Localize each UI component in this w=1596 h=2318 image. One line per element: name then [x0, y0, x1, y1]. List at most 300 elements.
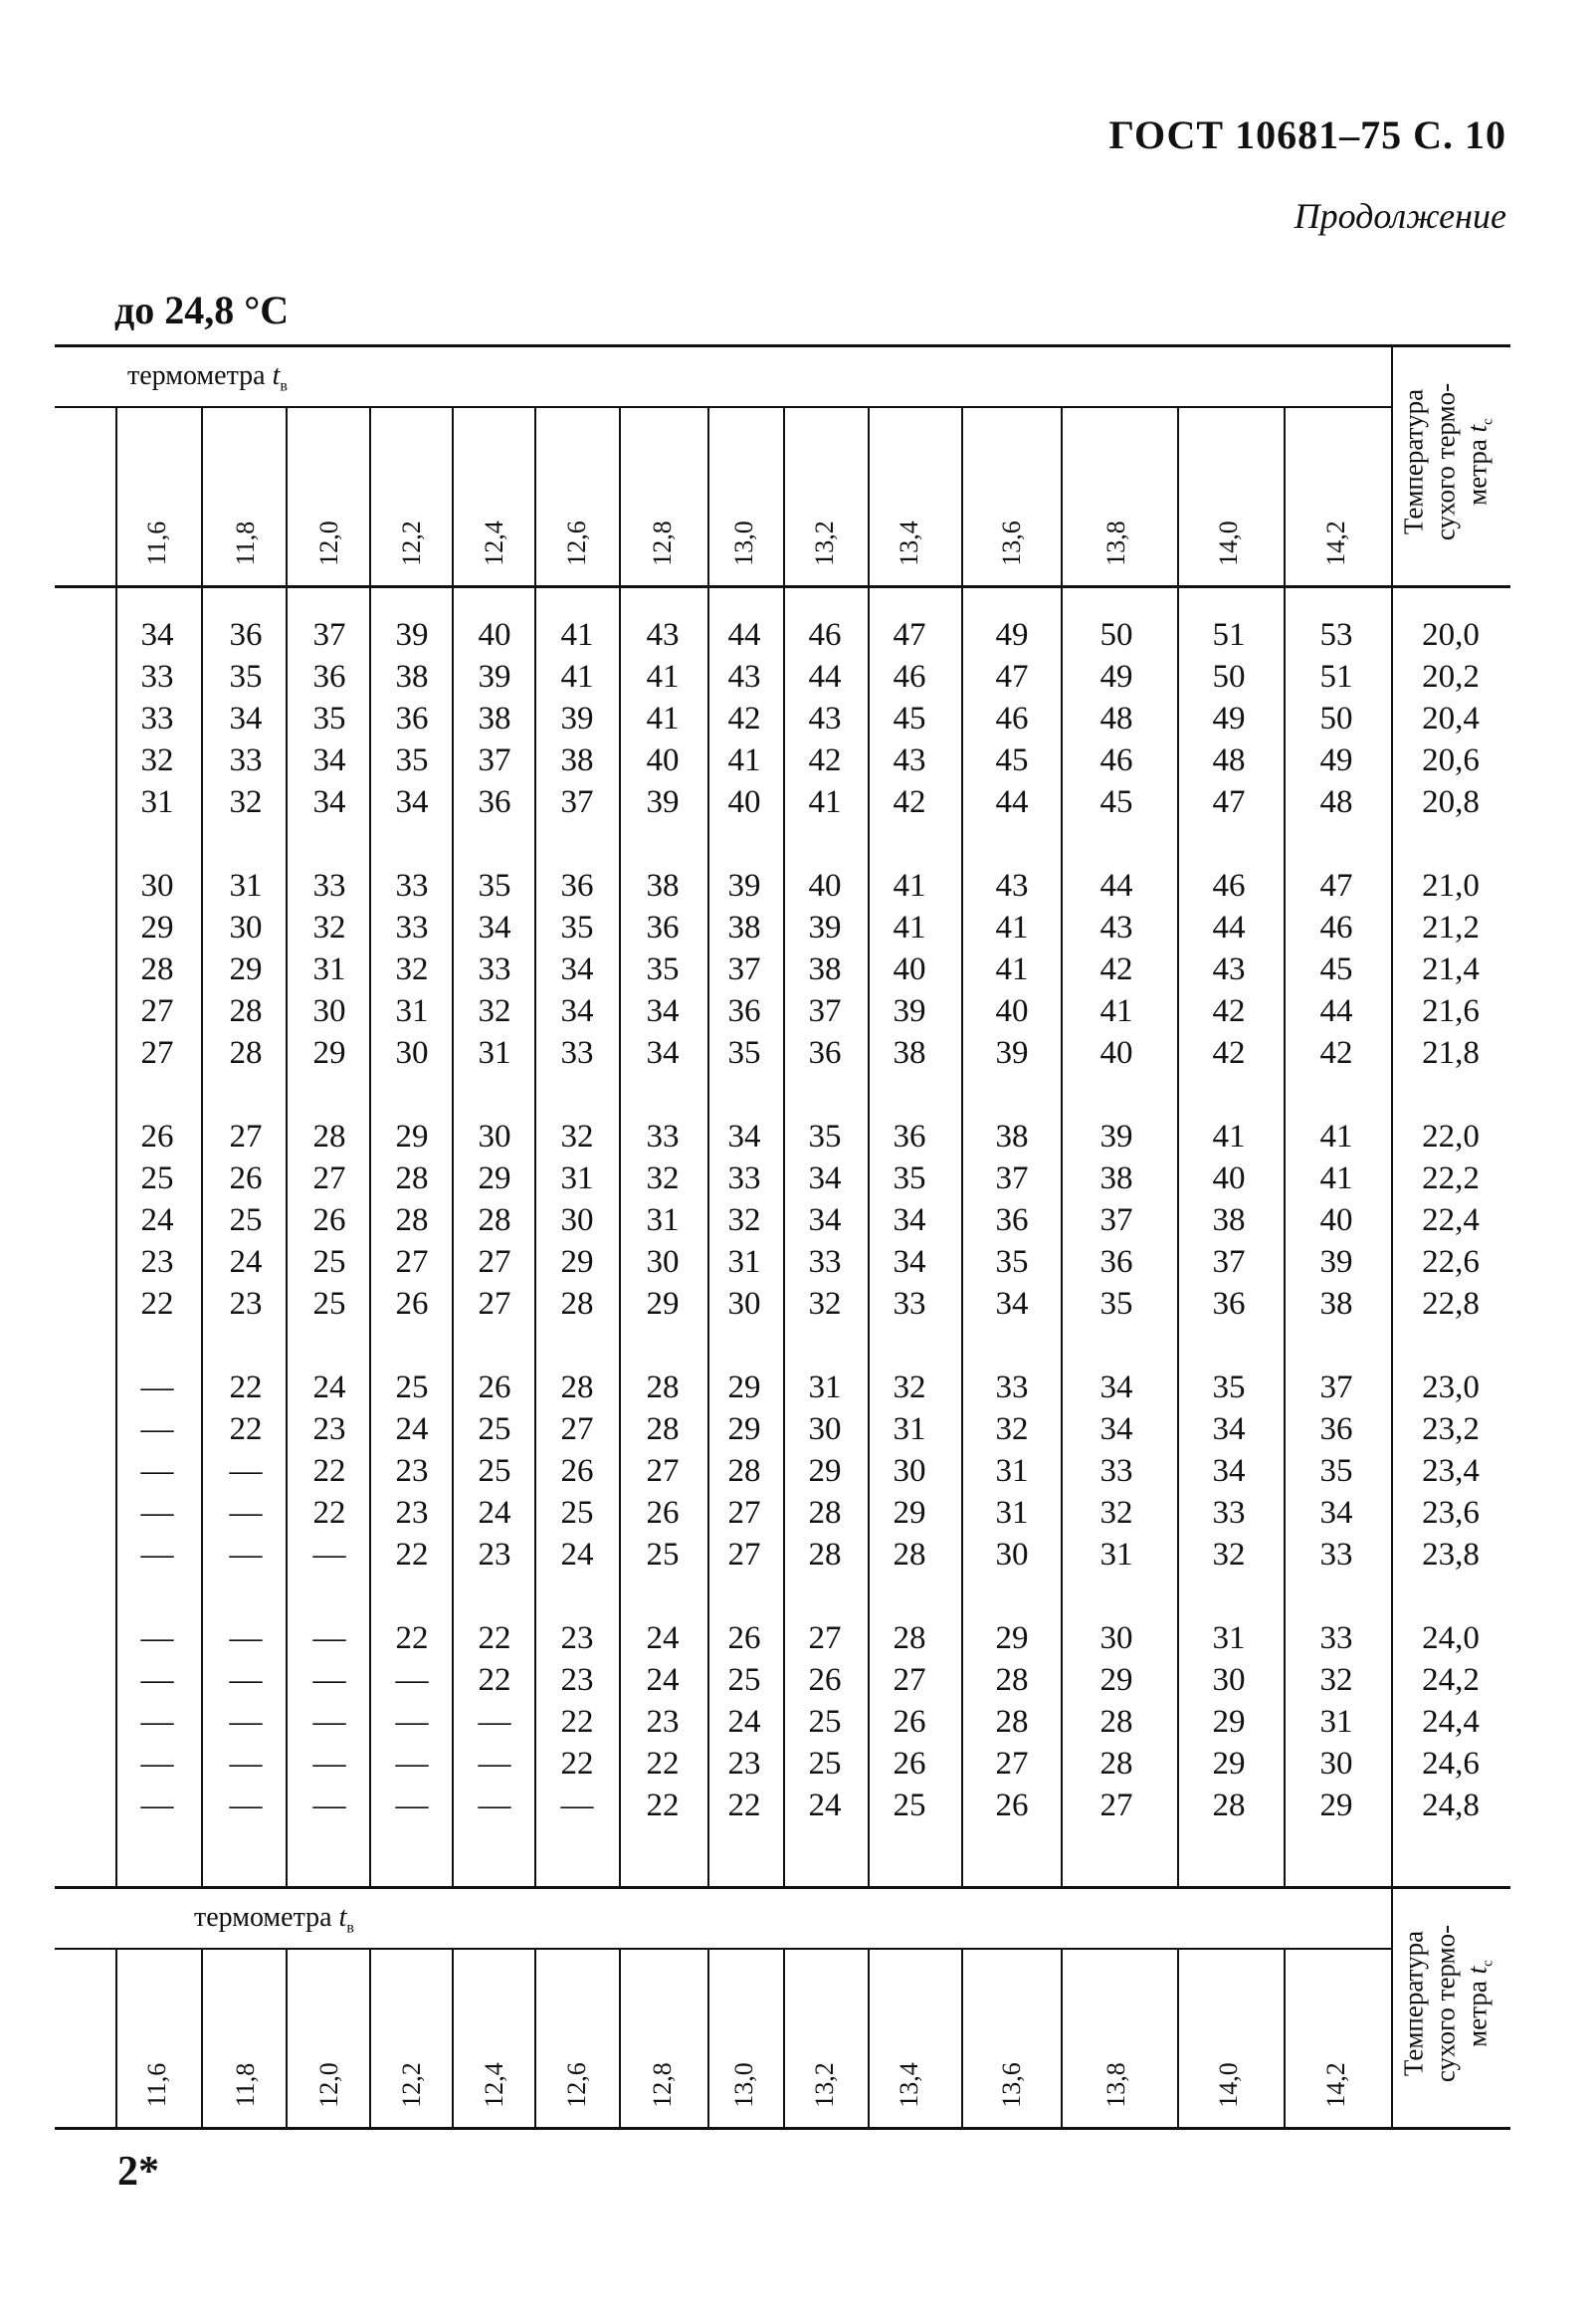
dry-temperature-cell: 20,4 — [1422, 701, 1480, 737]
column-header-wet-temp: 13,0 — [729, 521, 758, 566]
dry-header-line: сухого термо- — [1430, 1924, 1461, 2083]
table-cell: 46 — [1099, 742, 1133, 778]
table-cell: — — [478, 1746, 511, 1782]
table-cell: 39 — [478, 659, 511, 695]
table-cell: 28 — [893, 1537, 926, 1573]
table-cell: 24 — [560, 1537, 594, 1573]
table-cell: 29 — [995, 1620, 1029, 1656]
table-cell: 41 — [560, 617, 594, 653]
table-cell: 35 — [395, 742, 429, 778]
table-cell: 37 — [727, 951, 761, 987]
dry-temperature-cell: 24,0 — [1422, 1620, 1480, 1656]
table-cell: 33 — [140, 701, 174, 737]
table-cell: 24 — [140, 1202, 174, 1238]
table-cell: 34 — [1212, 1453, 1246, 1489]
column-separator — [707, 1948, 709, 2127]
table-cell: 27 — [229, 1119, 263, 1155]
group-label-rule — [55, 406, 1391, 408]
column-separator — [961, 1948, 963, 2127]
table-cell: — — [229, 1704, 263, 1740]
table-cell: 25 — [727, 1662, 761, 1698]
table-cell: 27 — [808, 1620, 842, 1656]
column-separator — [286, 585, 288, 1886]
group-label-rule — [55, 1948, 1391, 1950]
table-cell: — — [140, 1495, 174, 1531]
table-cell: 33 — [395, 910, 429, 946]
table-cell: 41 — [995, 951, 1029, 987]
table-cell: 38 — [478, 701, 511, 737]
table-cell: 43 — [727, 659, 761, 695]
table-cell: 34 — [646, 993, 680, 1029]
column-separator — [452, 1948, 454, 2127]
table-cell: 39 — [893, 993, 926, 1029]
table-cell: — — [395, 1746, 429, 1782]
table-cell: 37 — [995, 1160, 1029, 1196]
table-cell: 30 — [312, 993, 346, 1029]
dry-temperature-cell: 24,6 — [1422, 1746, 1480, 1782]
table-cell: 30 — [229, 910, 263, 946]
table-cell: 23 — [560, 1662, 594, 1698]
table-cell: 40 — [808, 868, 842, 904]
table-cell: 35 — [995, 1244, 1029, 1280]
table-cell: 31 — [995, 1453, 1029, 1489]
column-separator — [783, 585, 785, 1886]
table-cell: 35 — [893, 1160, 926, 1196]
table-cell: 28 — [395, 1202, 429, 1238]
dry-temperature-cell: 21,8 — [1422, 1035, 1480, 1071]
table-cell: 45 — [893, 701, 926, 737]
table-cell: — — [140, 1370, 174, 1405]
table-cell: 33 — [727, 1160, 761, 1196]
table-cell: 34 — [478, 910, 511, 946]
table-cell: — — [229, 1453, 263, 1489]
column-header-wet-temp: 13,2 — [810, 521, 839, 566]
table-cell: 49 — [995, 617, 1029, 653]
table-cell: 25 — [229, 1202, 263, 1238]
table-cell: — — [140, 1746, 174, 1782]
table-cell: 25 — [560, 1495, 594, 1531]
table-cell: 23 — [395, 1495, 429, 1531]
table-cell: 29 — [727, 1370, 761, 1405]
header-top-rule — [55, 1886, 1510, 1889]
table-cell: 41 — [1319, 1119, 1353, 1155]
column-separator — [1061, 1948, 1063, 2127]
table-cell: 39 — [1099, 1119, 1133, 1155]
table-cell: 23 — [727, 1746, 761, 1782]
table-cell: — — [140, 1620, 174, 1656]
dry-temperature-cell: 22,6 — [1422, 1244, 1480, 1280]
table-cell: 41 — [646, 701, 680, 737]
dry-temperature-cell: 23,0 — [1422, 1370, 1480, 1405]
table-cell: 36 — [808, 1035, 842, 1071]
table-cell: 36 — [995, 1202, 1029, 1238]
table-cell: 31 — [229, 868, 263, 904]
table-cell: 40 — [646, 742, 680, 778]
column-separator — [783, 1948, 785, 2127]
table-cell: 46 — [1212, 868, 1246, 904]
dry-header-line: Температура — [1398, 1930, 1429, 2077]
column-separator — [369, 406, 371, 585]
table-cell: — — [140, 1788, 174, 1823]
table-cell: 38 — [727, 910, 761, 946]
group-label-wet-thermometer — [127, 360, 288, 396]
dry-temperature-cell: 22,8 — [1422, 1286, 1480, 1322]
column-separator — [1177, 406, 1179, 585]
table-cell: 29 — [478, 1160, 511, 1196]
table-cell: 37 — [808, 993, 842, 1029]
table-cell: 38 — [646, 868, 680, 904]
table-cell: 28 — [1099, 1704, 1133, 1740]
table-cell: 29 — [560, 1244, 594, 1280]
dry-temperature-cell: 22,0 — [1422, 1119, 1480, 1155]
table-cell: 31 — [727, 1244, 761, 1280]
table-cell: 35 — [1099, 1286, 1133, 1322]
table-cell: 33 — [1212, 1495, 1246, 1531]
range-title: до 24,8 °С — [114, 288, 290, 332]
table-cell: 31 — [560, 1160, 594, 1196]
table-cell: 23 — [140, 1244, 174, 1280]
table-cell: 36 — [560, 868, 594, 904]
table-cell: 42 — [1212, 993, 1246, 1029]
table-cell: 27 — [1099, 1788, 1133, 1823]
table-cell: 31 — [893, 1411, 926, 1447]
table-cell: 36 — [395, 701, 429, 737]
table-cell: 27 — [995, 1746, 1029, 1782]
table-cell: 30 — [646, 1244, 680, 1280]
table-cell: 25 — [808, 1746, 842, 1782]
column-header-wet-temp: 12,0 — [314, 2062, 343, 2108]
table-cell: 38 — [1099, 1160, 1133, 1196]
table-cell: 25 — [140, 1160, 174, 1196]
table-cell: 39 — [808, 910, 842, 946]
table-cell: 44 — [1212, 910, 1246, 946]
table-cell: 29 — [395, 1119, 429, 1155]
table-cell: 41 — [893, 868, 926, 904]
table-cell: 53 — [1319, 617, 1353, 653]
table-cell: 22 — [646, 1788, 680, 1823]
column-header-wet-temp: 13,6 — [997, 521, 1026, 566]
table-cell: 26 — [808, 1662, 842, 1698]
table-cell: 35 — [1212, 1370, 1246, 1405]
table-cell: 28 — [727, 1453, 761, 1489]
table-cell: 26 — [395, 1286, 429, 1322]
table-cell: 42 — [1099, 951, 1133, 987]
column-separator — [619, 406, 621, 585]
table-cell: — — [312, 1662, 346, 1698]
column-separator — [534, 1948, 536, 2127]
table-cell: 37 — [1212, 1244, 1246, 1280]
table-cell: 41 — [646, 659, 680, 695]
table-cell: 43 — [646, 617, 680, 653]
table-cell: 34 — [893, 1202, 926, 1238]
table-cell: 41 — [893, 910, 926, 946]
table-cell: 50 — [1099, 617, 1133, 653]
column-separator — [868, 585, 870, 1886]
column-separator — [286, 406, 288, 585]
column-separator — [534, 585, 536, 1886]
column-separator — [369, 585, 371, 1886]
table-cell: 26 — [560, 1453, 594, 1489]
table-cell: 23 — [560, 1620, 594, 1656]
table-cell: 31 — [1319, 1704, 1353, 1740]
dry-thermometer-header — [1397, 1925, 1503, 2082]
dry-temperature-cell: 24,8 — [1422, 1788, 1480, 1823]
table-cell: 35 — [229, 659, 263, 695]
column-header-wet-temp: 11,8 — [231, 2062, 260, 2108]
table-cell: 22 — [560, 1704, 594, 1740]
table-cell: 40 — [478, 617, 511, 653]
table-cell: 34 — [995, 1286, 1029, 1322]
column-header-wet-temp: 14,0 — [1214, 521, 1243, 566]
table-cell: — — [395, 1662, 429, 1698]
dry-temperature-cell: 20,2 — [1422, 659, 1480, 695]
table-cell: 28 — [478, 1202, 511, 1238]
table-cell: 27 — [646, 1453, 680, 1489]
table-cell: 34 — [893, 1244, 926, 1280]
right-column-separator — [1391, 1886, 1393, 2127]
column-header-wet-temp: 11,6 — [142, 521, 171, 566]
table-cell: 28 — [1212, 1788, 1246, 1823]
column-separator — [115, 1948, 117, 2127]
table-cell: 22 — [646, 1746, 680, 1782]
column-separator — [201, 1948, 203, 2127]
table-cell: 27 — [727, 1495, 761, 1531]
column-header-wet-temp: 13,8 — [1101, 2062, 1130, 2108]
table-cell: 28 — [560, 1370, 594, 1405]
table-cell: 32 — [808, 1286, 842, 1322]
column-separator — [1284, 585, 1286, 1886]
dry-header-line: сухого термо- — [1430, 382, 1461, 541]
dry-header-line: метра $t_с$ — [1462, 418, 1496, 506]
table-cell: 38 — [995, 1119, 1029, 1155]
header-bottom-rule — [55, 2127, 1510, 2130]
table-cell: 40 — [995, 993, 1029, 1029]
table-cell: 25 — [312, 1286, 346, 1322]
table-cell: 33 — [560, 1035, 594, 1071]
table-cell: 36 — [646, 910, 680, 946]
table-cell: 33 — [1319, 1537, 1353, 1573]
table-cell: 29 — [893, 1495, 926, 1531]
table-cell: 27 — [893, 1662, 926, 1698]
continuation-label: Продолжение — [1294, 196, 1506, 236]
table-cell: 31 — [312, 951, 346, 987]
table-cell: 28 — [1099, 1746, 1133, 1782]
table-cell: 22 — [140, 1286, 174, 1322]
table-cell: 31 — [478, 1035, 511, 1071]
table-cell: 30 — [1319, 1746, 1353, 1782]
table-cell: 37 — [478, 742, 511, 778]
table-cell: 28 — [808, 1495, 842, 1531]
table-cell: — — [140, 1453, 174, 1489]
table-cell: 51 — [1319, 659, 1353, 695]
table-cell: — — [312, 1704, 346, 1740]
column-separator — [868, 406, 870, 585]
column-header-wet-temp: 14,0 — [1214, 2062, 1243, 2108]
table-cell: 33 — [1319, 1620, 1353, 1656]
table-cell: 28 — [808, 1537, 842, 1573]
column-header-wet-temp: 12,2 — [397, 2062, 426, 2108]
dry-temperature-cell: 20,0 — [1422, 617, 1480, 653]
column-separator — [707, 585, 709, 1886]
table-cell: — — [312, 1746, 346, 1782]
table-cell: 36 — [727, 993, 761, 1029]
column-header-wet-temp: 13,4 — [895, 521, 923, 566]
table-cell: 41 — [1319, 1160, 1353, 1196]
table-cell: 22 — [727, 1788, 761, 1823]
column-header-wet-temp: 12,4 — [480, 2062, 508, 2108]
table-cell: 34 — [229, 701, 263, 737]
table-cell: — — [140, 1662, 174, 1698]
table-cell: 34 — [1099, 1411, 1133, 1447]
table-cell: 31 — [1099, 1537, 1133, 1573]
column-header-wet-temp: 12,2 — [397, 521, 426, 566]
table-cell: 43 — [893, 742, 926, 778]
table-cell: 23 — [478, 1537, 511, 1573]
table-cell: 35 — [478, 868, 511, 904]
table-cell: 34 — [727, 1119, 761, 1155]
table-cell: 44 — [1319, 993, 1353, 1029]
column-separator — [1061, 406, 1063, 585]
table-cell: 30 — [727, 1286, 761, 1322]
table-cell: 30 — [893, 1453, 926, 1489]
table-cell: 25 — [646, 1537, 680, 1573]
table-cell: 22 — [312, 1453, 346, 1489]
table-cell: 45 — [995, 742, 1029, 778]
table-cell: 51 — [1212, 617, 1246, 653]
table-cell: 32 — [1319, 1662, 1353, 1698]
table-cell: 38 — [1319, 1286, 1353, 1322]
table-cell: 45 — [1319, 951, 1353, 987]
column-header-wet-temp: 12,8 — [648, 521, 677, 566]
table-cell: 35 — [312, 701, 346, 737]
table-cell: 24 — [646, 1662, 680, 1698]
table-cell: 31 — [140, 784, 174, 820]
table-cell: 35 — [808, 1119, 842, 1155]
table-cell: 34 — [646, 1035, 680, 1071]
table-cell: 40 — [893, 951, 926, 987]
table-cell: 31 — [808, 1370, 842, 1405]
table-cell: 38 — [560, 742, 594, 778]
table-cell: 37 — [312, 617, 346, 653]
dry-temperature-cell: 24,2 — [1422, 1662, 1480, 1698]
table-cell: 40 — [727, 784, 761, 820]
dry-header-line: метра $t_с$ — [1462, 1960, 1496, 2047]
group-label-text: термометра — [127, 360, 273, 391]
table-cell: 42 — [1212, 1035, 1246, 1071]
table-cell: 28 — [995, 1662, 1029, 1698]
table-cell: 50 — [1319, 701, 1353, 737]
table-cell: 43 — [1099, 910, 1133, 946]
table-cell: 37 — [1099, 1202, 1133, 1238]
dry-temperature-cell: 22,2 — [1422, 1160, 1480, 1196]
dry-header-variable: t — [1462, 1966, 1493, 1975]
table-cell: 34 — [312, 784, 346, 820]
table-cell: 39 — [395, 617, 429, 653]
table-cell: 44 — [808, 659, 842, 695]
table-cell: 23 — [229, 1286, 263, 1322]
table-cell: — — [140, 1411, 174, 1447]
table-cell: 38 — [893, 1035, 926, 1071]
table-cell: 36 — [1212, 1286, 1246, 1322]
table-cell: 27 — [478, 1244, 511, 1280]
table-cell: 26 — [646, 1495, 680, 1531]
table-cell: 24 — [395, 1411, 429, 1447]
table-cell: 32 — [229, 784, 263, 820]
table-cell: 25 — [478, 1411, 511, 1447]
table-cell: 29 — [140, 910, 174, 946]
table-cell: 46 — [1319, 910, 1353, 946]
table-cell: — — [140, 1537, 174, 1573]
table-cell: 32 — [1099, 1495, 1133, 1531]
table-cell: — — [478, 1704, 511, 1740]
table-cell: 40 — [1099, 1035, 1133, 1071]
table-cell: — — [229, 1537, 263, 1573]
table-cell: — — [312, 1620, 346, 1656]
table-cell: — — [312, 1537, 346, 1573]
table-cell: 43 — [1212, 951, 1246, 987]
column-header-wet-temp: 12,8 — [648, 2062, 677, 2108]
table-cell: 31 — [995, 1495, 1029, 1531]
table-cell: 25 — [395, 1370, 429, 1405]
right-column-separator — [1391, 344, 1393, 585]
table-cell: 32 — [140, 742, 174, 778]
table-cell: 28 — [229, 1035, 263, 1071]
table-cell: 43 — [995, 868, 1029, 904]
column-header-wet-temp: 13,6 — [997, 2062, 1026, 2108]
table-cell: 38 — [808, 951, 842, 987]
table-cell: 41 — [560, 659, 594, 695]
table-cell: 24 — [478, 1495, 511, 1531]
table-cell: 34 — [140, 617, 174, 653]
table-cell: 29 — [229, 951, 263, 987]
table-cell: 27 — [395, 1244, 429, 1280]
table-cell: 43 — [808, 701, 842, 737]
doc-title: ГОСТ 10681–75 С. 10 — [1108, 112, 1506, 157]
table-cell: 34 — [1319, 1495, 1353, 1531]
column-header-wet-temp: 12,6 — [562, 2062, 591, 2108]
table-cell: 23 — [312, 1411, 346, 1447]
column-separator — [783, 406, 785, 585]
column-separator — [1177, 585, 1179, 1886]
table-cell: 42 — [1319, 1035, 1353, 1071]
table-cell: 39 — [1319, 1244, 1353, 1280]
table-cell: 34 — [395, 784, 429, 820]
column-header-wet-temp: 13,8 — [1101, 521, 1130, 566]
table-cell: 26 — [727, 1620, 761, 1656]
table-cell: 29 — [1099, 1662, 1133, 1698]
page-footer-mark: 2* — [117, 2149, 159, 2195]
table-cell: 35 — [646, 951, 680, 987]
table-cell: 33 — [478, 951, 511, 987]
column-separator — [619, 585, 621, 1886]
table-cell: 33 — [395, 868, 429, 904]
table-cell: 33 — [140, 659, 174, 695]
table-cell: 28 — [312, 1119, 346, 1155]
table-cell: 37 — [560, 784, 594, 820]
table-cell: 31 — [1212, 1620, 1246, 1656]
column-separator — [369, 1948, 371, 2127]
table-cell: 45 — [1099, 784, 1133, 820]
table-cell: 28 — [995, 1704, 1029, 1740]
table-cell: 27 — [312, 1160, 346, 1196]
table-cell: — — [229, 1495, 263, 1531]
table-cell: 25 — [478, 1453, 511, 1489]
column-separator — [201, 406, 203, 585]
group-label-variable: t — [338, 1902, 347, 1933]
group-label-subscript: в — [280, 377, 288, 395]
table-cell: 27 — [140, 993, 174, 1029]
table-cell: — — [560, 1788, 594, 1823]
